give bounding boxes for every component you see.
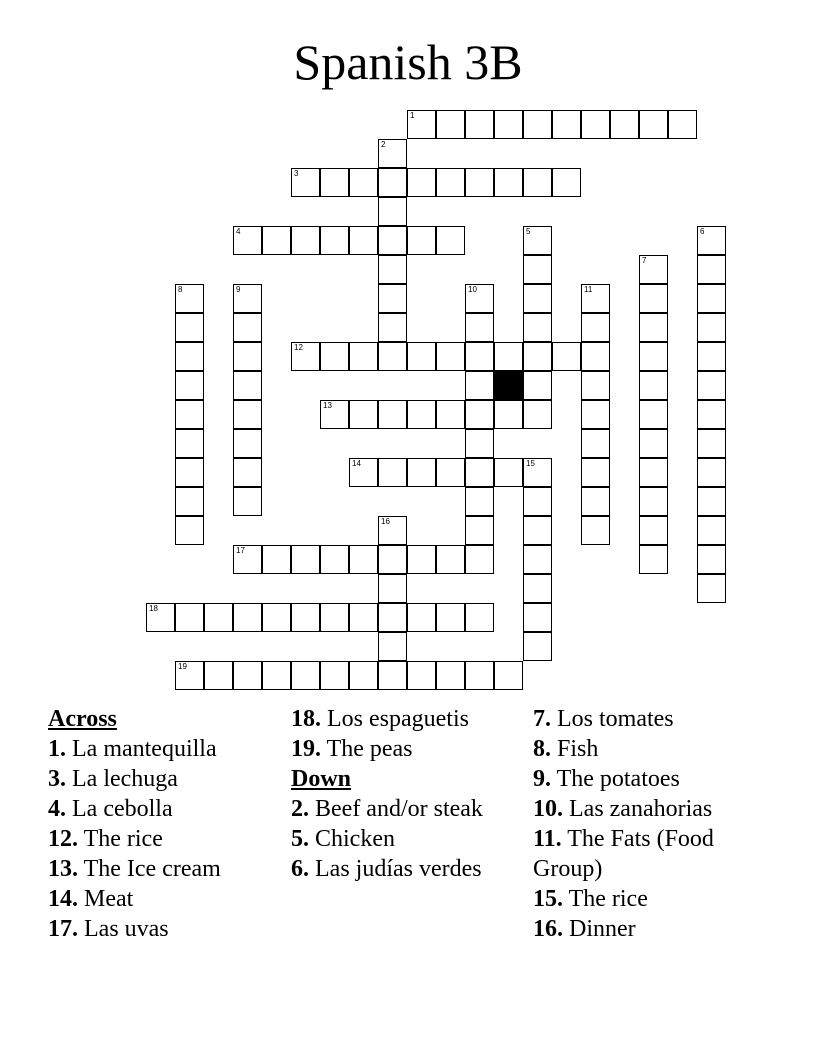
crossword-cell[interactable] [523, 574, 552, 603]
crossword-cell[interactable] [204, 661, 233, 690]
crossword-cell[interactable] [494, 110, 523, 139]
clues-down-column [533, 704, 773, 944]
crossword-cell[interactable] [175, 342, 204, 371]
crossword-cell[interactable] [378, 168, 407, 197]
clue-item [291, 794, 526, 824]
crossword-cell[interactable] [233, 284, 262, 313]
crossword-cell[interactable] [465, 661, 494, 690]
clue-item [533, 764, 773, 794]
across-clue-list-continued [291, 704, 526, 764]
clue-number: 15 [526, 459, 535, 468]
clue-item [533, 884, 773, 914]
clue-item-text: Los espaguetis [321, 706, 469, 732]
crossword-cell[interactable] [291, 226, 320, 255]
crossword-cell[interactable] [175, 313, 204, 342]
clue-item-text: The rice [563, 886, 648, 912]
crossword-cell[interactable] [233, 342, 262, 371]
crossword-cell[interactable] [436, 661, 465, 690]
crossword-cell[interactable] [291, 603, 320, 632]
crossword-cell[interactable] [494, 168, 523, 197]
crossword-cell[interactable] [378, 139, 407, 168]
crossword-cell[interactable] [523, 371, 552, 400]
crossword-cell[interactable] [291, 661, 320, 690]
crossword-cell[interactable] [378, 342, 407, 371]
clue-item-number: 11. [533, 826, 562, 852]
crossword-cell[interactable] [349, 342, 378, 371]
crossword-cell[interactable] [378, 284, 407, 313]
crossword-cell[interactable] [523, 168, 552, 197]
crossword-cell[interactable] [523, 516, 552, 545]
clue-item-text: The peas [321, 736, 413, 762]
clue-item [291, 704, 526, 734]
crossword-cell[interactable] [639, 516, 668, 545]
crossword-cell[interactable] [320, 661, 349, 690]
crossword-cell[interactable] [349, 400, 378, 429]
clue-item-number: 14. [48, 886, 78, 912]
clue-number: 5 [526, 227, 531, 236]
crossword-cell[interactable] [349, 168, 378, 197]
clue-number: 4 [236, 227, 241, 236]
crossword-cell[interactable] [378, 603, 407, 632]
crossword-cell[interactable] [436, 342, 465, 371]
clue-item-number: 1. [48, 736, 66, 762]
crossword-cell[interactable] [523, 284, 552, 313]
crossword-cell[interactable] [610, 110, 639, 139]
crossword-cell[interactable] [523, 603, 552, 632]
crossword-cell[interactable] [581, 400, 610, 429]
crossword-cell[interactable] [465, 516, 494, 545]
clue-number: 6 [700, 227, 705, 236]
crossword-cell[interactable] [378, 197, 407, 226]
crossword-cell[interactable] [697, 313, 726, 342]
clue-item-number: 12. [48, 826, 78, 852]
crossword-cell[interactable] [378, 661, 407, 690]
clue-item-text: Las uvas [78, 916, 169, 942]
clue-item-text: The Fats (Food Group) [533, 826, 714, 882]
clue-number: 17 [236, 546, 245, 555]
crossword-cell[interactable] [175, 458, 204, 487]
crossword-cell[interactable] [697, 458, 726, 487]
crossword-cell[interactable] [204, 603, 233, 632]
clue-number: 2 [381, 140, 386, 149]
crossword-cell[interactable] [552, 342, 581, 371]
crossword-cell[interactable] [233, 458, 262, 487]
clue-item-number: 10. [533, 796, 563, 822]
crossword-cell[interactable] [320, 342, 349, 371]
crossword-cell[interactable] [436, 400, 465, 429]
crossword-cell[interactable] [407, 458, 436, 487]
crossword-cell[interactable] [175, 284, 204, 313]
crossword-cell[interactable] [697, 284, 726, 313]
crossword-cell[interactable] [262, 603, 291, 632]
crossword-cell[interactable] [407, 342, 436, 371]
clue-item-text: Las judías verdes [309, 856, 482, 882]
crossword-cell[interactable] [349, 661, 378, 690]
crossword-cell[interactable] [552, 110, 581, 139]
crossword-cell[interactable] [291, 545, 320, 574]
clue-item [533, 824, 773, 884]
crossword-cell[interactable] [378, 516, 407, 545]
crossword-cell[interactable] [581, 371, 610, 400]
clue-item [533, 794, 773, 824]
crossword-cell[interactable] [639, 342, 668, 371]
crossword-cell[interactable] [668, 110, 697, 139]
crossword-cell[interactable] [494, 342, 523, 371]
clue-number: 14 [352, 459, 361, 468]
crossword-cell[interactable] [407, 661, 436, 690]
crossword-cell[interactable] [320, 545, 349, 574]
crossword-cell[interactable] [639, 429, 668, 458]
crossword-cell[interactable] [436, 110, 465, 139]
crossword-cell[interactable] [465, 429, 494, 458]
crossword-cell[interactable] [233, 371, 262, 400]
crossword-cell[interactable] [436, 458, 465, 487]
crossword-cell[interactable] [349, 226, 378, 255]
clue-item-number: 2. [291, 796, 309, 822]
clue-item-text: La lechuga [66, 766, 178, 792]
clue-number: 18 [149, 604, 158, 613]
crossword-cell[interactable] [175, 516, 204, 545]
crossword-cell[interactable] [697, 516, 726, 545]
crossword-cell[interactable] [581, 342, 610, 371]
clue-item [533, 704, 773, 734]
crossword-cell[interactable] [378, 574, 407, 603]
clue-item-text: Beef and/or steak [309, 796, 483, 822]
clue-item-text: La mantequilla [66, 736, 217, 762]
crossword-cell[interactable] [233, 226, 262, 255]
crossword-cell[interactable] [639, 458, 668, 487]
crossword-cell[interactable] [233, 545, 262, 574]
crossword-cell[interactable] [320, 226, 349, 255]
crossword-cell[interactable] [465, 545, 494, 574]
crossword-cell[interactable] [465, 110, 494, 139]
clue-item [291, 734, 526, 764]
crossword-cell[interactable] [523, 545, 552, 574]
crossword-cell[interactable] [175, 371, 204, 400]
clue-number: 19 [178, 662, 187, 671]
crossword-cell[interactable] [494, 400, 523, 429]
crossword-cell[interactable] [465, 371, 494, 400]
clue-item [48, 824, 283, 854]
clue-item [48, 764, 283, 794]
crossword-cell[interactable] [262, 226, 291, 255]
clue-item [533, 734, 773, 764]
crossword-cell[interactable] [378, 226, 407, 255]
down-clue-list-continued [533, 704, 773, 944]
crossword-cell[interactable] [465, 168, 494, 197]
crossword-cell[interactable] [639, 313, 668, 342]
clue-item [48, 854, 283, 884]
crossword-cell[interactable] [320, 400, 349, 429]
clue-item-text: Fish [551, 736, 599, 762]
clue-number: 8 [178, 285, 183, 294]
crossword-cell[interactable] [697, 429, 726, 458]
clue-item-number: 6. [291, 856, 309, 882]
crossword-cell[interactable] [639, 371, 668, 400]
crossword-cell[interactable] [639, 255, 668, 284]
crossword-cell[interactable] [407, 603, 436, 632]
crossword-cell[interactable] [407, 545, 436, 574]
crossword-cell[interactable] [697, 342, 726, 371]
clue-number: 10 [468, 285, 477, 294]
crossword-cell[interactable] [233, 400, 262, 429]
crossword-cell[interactable] [697, 371, 726, 400]
crossword-cell[interactable] [523, 400, 552, 429]
down-heading: Down [291, 766, 352, 792]
across-clue-list [48, 734, 283, 944]
crossword-cell[interactable] [523, 313, 552, 342]
crossword-cell[interactable] [523, 226, 552, 255]
clue-number: 9 [236, 285, 241, 294]
crossword-cell[interactable] [233, 603, 262, 632]
clue-item [48, 794, 283, 824]
clue-item-text: Las zanahorias [563, 796, 713, 822]
crossword-cell[interactable] [523, 342, 552, 371]
crossword-cell[interactable] [349, 603, 378, 632]
clues-across-column [48, 704, 283, 944]
crossword-cell[interactable] [465, 458, 494, 487]
crossword-cell[interactable] [523, 458, 552, 487]
clue-item-text: La cebolla [66, 796, 173, 822]
crossword-cell[interactable] [697, 487, 726, 516]
crossword-cell[interactable] [407, 226, 436, 255]
crossword-cell[interactable] [581, 516, 610, 545]
clue-number: 13 [323, 401, 332, 410]
crossword-cell[interactable] [697, 255, 726, 284]
clue-item-number: 13. [48, 856, 78, 882]
clue-item [48, 884, 283, 914]
crossword-cell[interactable] [465, 284, 494, 313]
crossword-cell[interactable] [436, 603, 465, 632]
crossword-cell[interactable] [465, 487, 494, 516]
crossword-cell[interactable] [146, 603, 175, 632]
crossword-cell[interactable] [291, 168, 320, 197]
crossword-cell[interactable] [436, 168, 465, 197]
crossword-cell[interactable] [175, 603, 204, 632]
crossword-cell[interactable] [523, 632, 552, 661]
clue-item-text: The rice [78, 826, 163, 852]
crossword-cell[interactable] [581, 110, 610, 139]
clue-number: 7 [642, 256, 647, 265]
crossword-cell[interactable] [552, 168, 581, 197]
crossword-cell[interactable] [581, 429, 610, 458]
crossword-cell[interactable] [378, 458, 407, 487]
crossword-cell[interactable] [581, 458, 610, 487]
crossword-cell[interactable] [639, 545, 668, 574]
clue-item [533, 914, 773, 944]
crossword-block [494, 371, 523, 400]
clue-item-number: 9. [533, 766, 551, 792]
clue-item-text: Chicken [309, 826, 395, 852]
crossword-cell[interactable] [697, 226, 726, 255]
down-clue-list [291, 794, 526, 884]
clue-number: 1 [410, 111, 415, 120]
crossword-cell[interactable] [523, 255, 552, 284]
clue-item-number: 16. [533, 916, 563, 942]
crossword-cell[interactable] [407, 168, 436, 197]
crossword-cell[interactable] [233, 661, 262, 690]
crossword-cell[interactable] [378, 400, 407, 429]
crossword-cell[interactable] [436, 545, 465, 574]
crossword-cell[interactable] [697, 545, 726, 574]
crossword-cell[interactable] [233, 313, 262, 342]
clue-number: 16 [381, 517, 390, 526]
crossword-cell[interactable] [639, 400, 668, 429]
crossword-cell[interactable] [378, 255, 407, 284]
clue-item-number: 4. [48, 796, 66, 822]
crossword-cell[interactable] [407, 110, 436, 139]
crossword-cell[interactable] [581, 487, 610, 516]
clue-item-number: 19. [291, 736, 321, 762]
crossword-cell[interactable] [175, 429, 204, 458]
crossword-cell[interactable] [320, 168, 349, 197]
clue-item-number: 3. [48, 766, 66, 792]
clue-number: 12 [294, 343, 303, 352]
crossword-cell[interactable] [581, 284, 610, 313]
clue-item-text: The potatoes [551, 766, 680, 792]
clue-number: 11 [584, 285, 593, 294]
crossword-cell[interactable] [320, 603, 349, 632]
crossword-cell[interactable] [523, 110, 552, 139]
crossword-cell[interactable] [523, 487, 552, 516]
crossword-cell[interactable] [436, 226, 465, 255]
crossword-cell[interactable] [639, 284, 668, 313]
crossword-cell[interactable] [175, 487, 204, 516]
crossword-cell[interactable] [465, 313, 494, 342]
clue-item-text: Los tomates [551, 706, 674, 732]
crossword-cell[interactable] [581, 313, 610, 342]
crossword-cell[interactable] [465, 400, 494, 429]
crossword-cell[interactable] [349, 545, 378, 574]
crossword-cell[interactable] [465, 342, 494, 371]
crossword-cell[interactable] [494, 458, 523, 487]
clue-item [291, 854, 526, 884]
crossword-cell[interactable] [697, 574, 726, 603]
crossword-cell[interactable] [407, 400, 436, 429]
crossword-cell[interactable] [378, 313, 407, 342]
page-title: Spanish 3B [293, 34, 523, 90]
clue-item-number: 17. [48, 916, 78, 942]
crossword-cell[interactable] [233, 429, 262, 458]
clues-middle-column [291, 704, 526, 884]
clue-item-text: Meat [78, 886, 134, 912]
crossword-cell[interactable] [175, 661, 204, 690]
crossword-cell[interactable] [465, 603, 494, 632]
crossword-cell[interactable] [262, 661, 291, 690]
clue-item-number: 8. [533, 736, 551, 762]
crossword-cell[interactable] [639, 487, 668, 516]
clue-number: 3 [294, 169, 299, 178]
crossword-cell[interactable] [233, 487, 262, 516]
crossword-cell[interactable] [349, 458, 378, 487]
crossword-cell[interactable] [262, 545, 291, 574]
clue-item-number: 18. [291, 706, 321, 732]
crossword-cell[interactable] [378, 545, 407, 574]
clue-item-number: 7. [533, 706, 551, 732]
clue-item [48, 734, 283, 764]
clue-item-number: 15. [533, 886, 563, 912]
across-heading: Across [48, 706, 117, 732]
clue-item-text: Dinner [563, 916, 636, 942]
crossword-cell[interactable] [378, 632, 407, 661]
clue-item [291, 824, 526, 854]
crossword-cell[interactable] [639, 110, 668, 139]
clue-item-text: The Ice cream [78, 856, 221, 882]
clue-item [48, 914, 283, 944]
clue-item-number: 5. [291, 826, 309, 852]
crossword-cell[interactable] [494, 661, 523, 690]
crossword-cell[interactable] [175, 400, 204, 429]
crossword-cell[interactable] [291, 342, 320, 371]
crossword-cell[interactable] [697, 400, 726, 429]
